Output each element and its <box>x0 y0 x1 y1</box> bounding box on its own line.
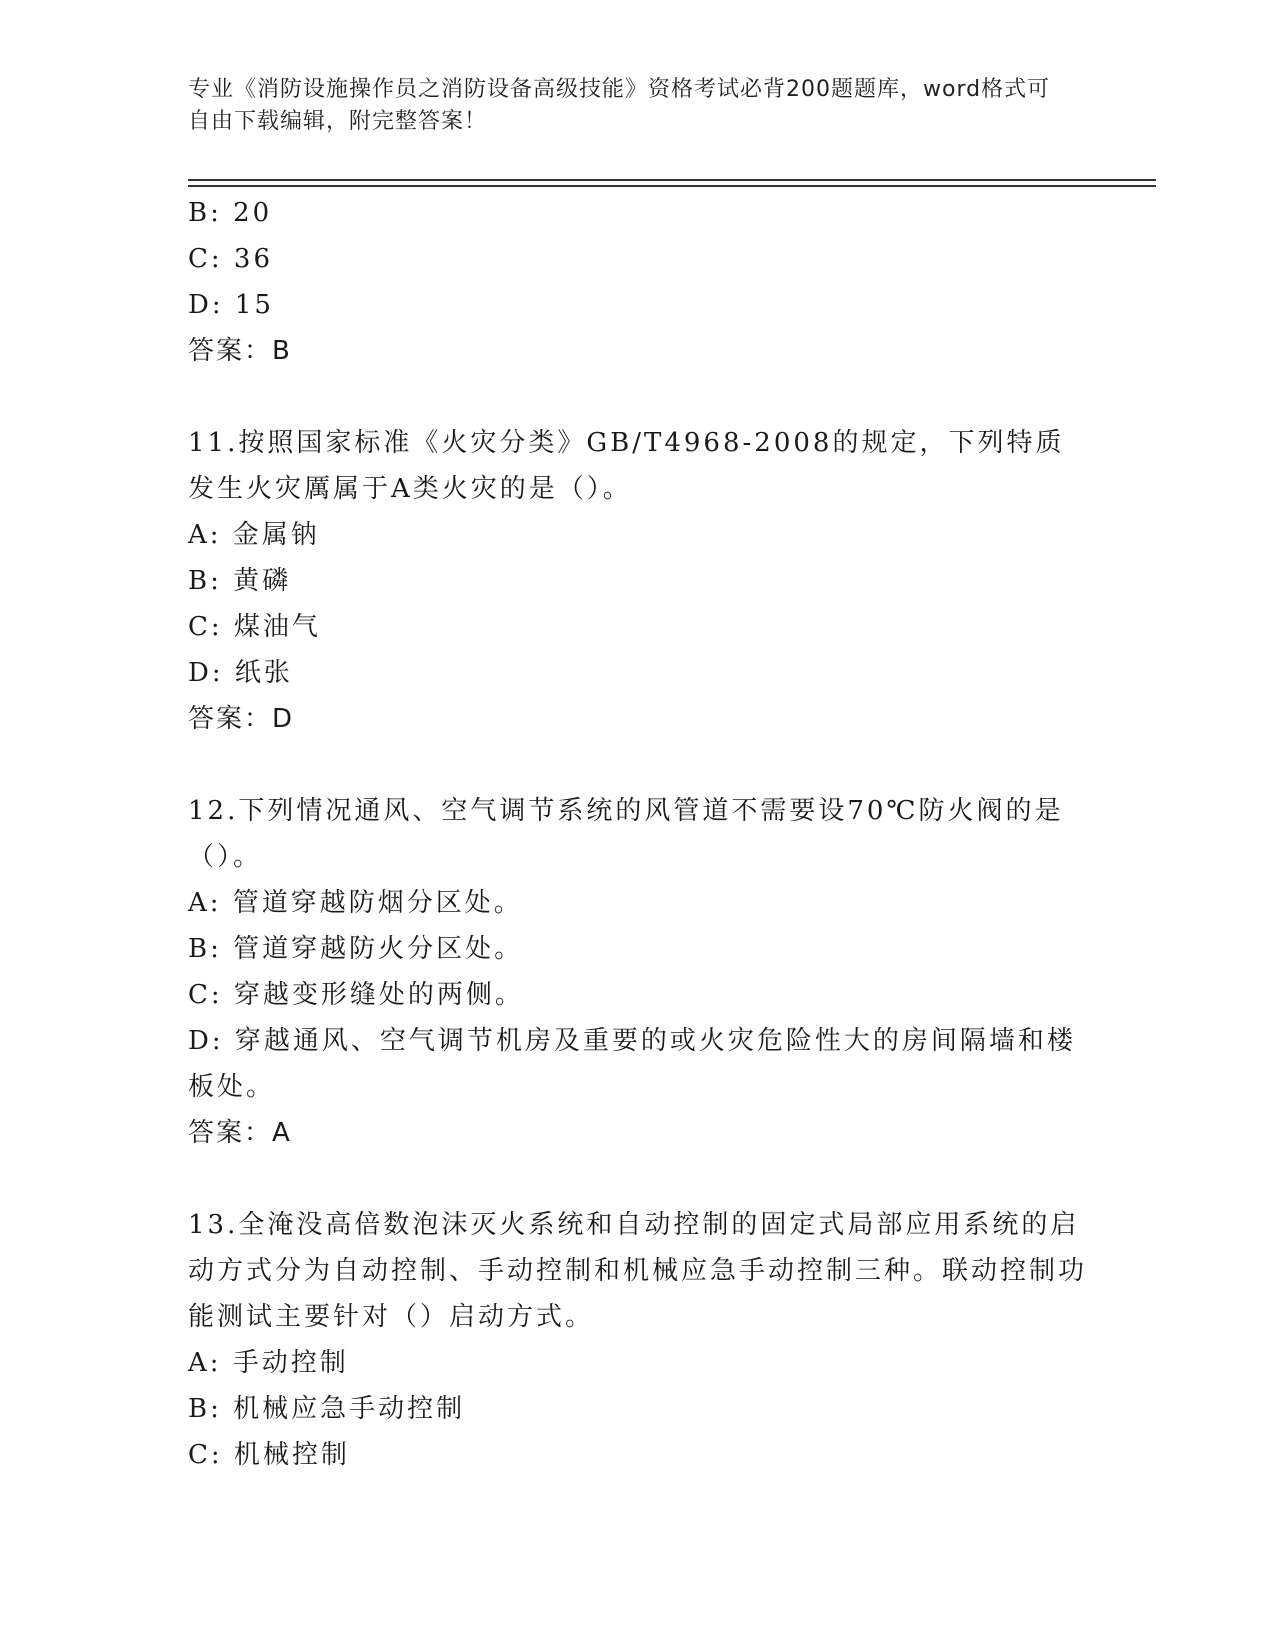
option-a: A: 手动控制 <box>188 1348 349 1378</box>
question-block-11 <box>188 420 1088 742</box>
option-c: C: 煤油气 <box>188 612 321 642</box>
option-b: B: 黄磷 <box>188 566 292 596</box>
question-block-prev <box>188 190 1088 374</box>
header-rule-top <box>188 179 1156 181</box>
option-c: C: 36 <box>188 244 274 274</box>
spacer <box>188 742 1088 788</box>
answer-line: 答案：A <box>188 1118 292 1148</box>
header-rule-bottom <box>188 185 1156 187</box>
document-header: 专业《消防设施操作员之消防设备高级技能》资格考试必背200题题库，word格式可自由下载编辑，附完整答案！ <box>188 77 1051 134</box>
question-text: 13.全淹没高倍数泡沫灭火系统和自动控制的固定式局部应用系统的启动方式分为自动控制、手动控制和机械应急手动控制三种。联动控制功能测试主要针对（）启动方式。 <box>188 1210 1088 1332</box>
spacer <box>188 1156 1088 1202</box>
question-text: 11.按照国家标准《火灾分类》GB/T4968-2008的规定，下列特质发生火灾厲属于A类火灾的是（）。 <box>188 428 1065 504</box>
option-c: C: 穿越变形缝处的两侧。 <box>188 980 524 1010</box>
option-b: B: 管道穿越防火分区处。 <box>188 934 524 964</box>
option-d: D: 穿越通风、空气调节机房及重要的或火灾危险性大的房间隔墙和楼板处。 <box>188 1026 1076 1102</box>
question-block-12 <box>188 788 1088 1156</box>
spacer <box>188 374 1088 420</box>
option-d: D: 纸张 <box>188 658 293 688</box>
option-b: B: 机械应急手动控制 <box>188 1394 466 1424</box>
option-a: A: 金属钠 <box>188 520 320 550</box>
answer-line: 答案：B <box>188 336 292 366</box>
document-body <box>188 190 1088 1478</box>
option-b: B: 20 <box>188 198 273 228</box>
question-text: 12.下列情况通风、空气调节系统的风管道不需要设70℃防火阀的是（）。 <box>188 796 1064 872</box>
question-block-13 <box>188 1202 1088 1478</box>
option-a: A: 管道穿越防烟分区处。 <box>188 888 523 918</box>
answer-line: 答案：D <box>188 704 295 734</box>
option-d: D: 15 <box>188 290 274 320</box>
option-c: C: 机械控制 <box>188 1440 350 1470</box>
